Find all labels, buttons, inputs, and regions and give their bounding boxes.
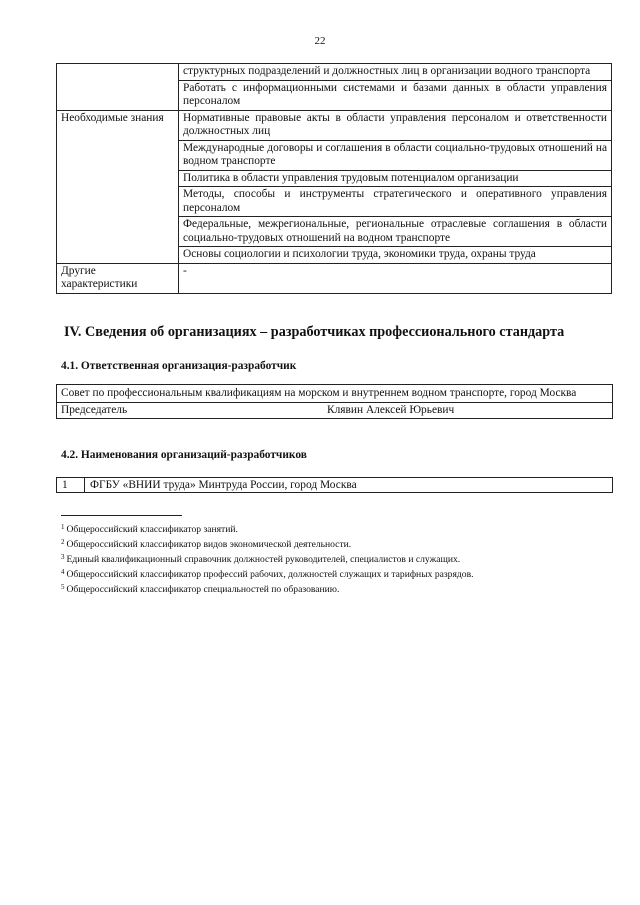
footnotes bbox=[61, 521, 474, 596]
row-label: Необходимые знания bbox=[57, 110, 179, 263]
table-cell: Методы, способы и инструменты стратегического и оперативного управления персоналом bbox=[179, 187, 612, 217]
footnote-text: Общероссийский классификатор специальностей по образованию. bbox=[66, 584, 340, 595]
table-cell: Работать с информационными системами и базами данных в области управления персоналом bbox=[179, 80, 612, 110]
responsible-org-heading: 4.1. Ответственная организация-разработчик bbox=[61, 360, 297, 372]
footnote-mark: 3 bbox=[61, 553, 65, 561]
chair-row bbox=[57, 403, 612, 418]
developer-row bbox=[56, 477, 613, 493]
table-row bbox=[57, 110, 612, 140]
footnote-mark: 4 bbox=[61, 568, 65, 576]
footnote-text: Общероссийский классификатор видов экономической деятельности. bbox=[66, 539, 352, 550]
row-label: Другие характеристики bbox=[57, 263, 179, 293]
responsible-org-box bbox=[56, 384, 613, 419]
footnote bbox=[61, 551, 474, 566]
footnote-mark: 5 bbox=[61, 583, 65, 591]
responsible-org-name: Совет по профессиональным квалификациям на морском и внутреннем водном транспорте, город Москва bbox=[57, 385, 612, 403]
footnote-mark: 1 bbox=[61, 523, 65, 531]
developers-heading: 4.2. Наименования организаций-разработчиков bbox=[61, 449, 307, 461]
footnote-text: Общероссийский классификатор профессий рабочих, должностей служащих и тарифных разрядов. bbox=[66, 569, 474, 580]
footnote bbox=[61, 581, 474, 596]
developer-number: 1 bbox=[62, 479, 68, 491]
row-label bbox=[57, 64, 179, 111]
footnote-separator bbox=[61, 515, 182, 516]
table-cell: структурных подразделений и должностных лиц в организации водного транспорта bbox=[179, 64, 612, 81]
table-cell: Международные договоры и соглашения в области социально-трудовых отношений на водном транспорте bbox=[179, 140, 612, 170]
chair-role: Председатель bbox=[61, 403, 128, 416]
requirements-table bbox=[56, 63, 612, 294]
table-cell: Нормативные правовые акты в области управления персоналом и ответственности должностных лиц bbox=[179, 110, 612, 140]
footnote bbox=[61, 521, 474, 536]
column-divider bbox=[84, 478, 85, 492]
page-number: 22 bbox=[314, 35, 326, 47]
footnote-mark: 2 bbox=[61, 538, 65, 546]
footnote-text: Общероссийский классификатор занятий. bbox=[66, 524, 238, 535]
table-row bbox=[57, 263, 612, 293]
section-title: IV. Сведения об организациях – разработчиках профессионального стандарта bbox=[64, 324, 565, 340]
table-cell: Федеральные, межрегиональные, региональные отраслевые соглашения в области социально-трудовых отношений на водном транспорте bbox=[179, 217, 612, 247]
footnote bbox=[61, 566, 474, 581]
chair-name: Клявин Алексей Юрьевич bbox=[327, 403, 455, 416]
table-cell: Основы социологии и психологии труда, экономики труда, охраны труда bbox=[179, 247, 612, 264]
table-row bbox=[57, 64, 612, 81]
developer-name: ФГБУ «ВНИИ труда» Минтруда России, город Москва bbox=[90, 479, 357, 491]
table-cell: Политика в области управления трудовым потенциалом организации bbox=[179, 170, 612, 187]
footnote bbox=[61, 536, 474, 551]
table-cell: - bbox=[179, 263, 612, 293]
footnote-text: Единый квалификационный справочник должностей руководителей, специалистов и служащих. bbox=[66, 554, 461, 565]
